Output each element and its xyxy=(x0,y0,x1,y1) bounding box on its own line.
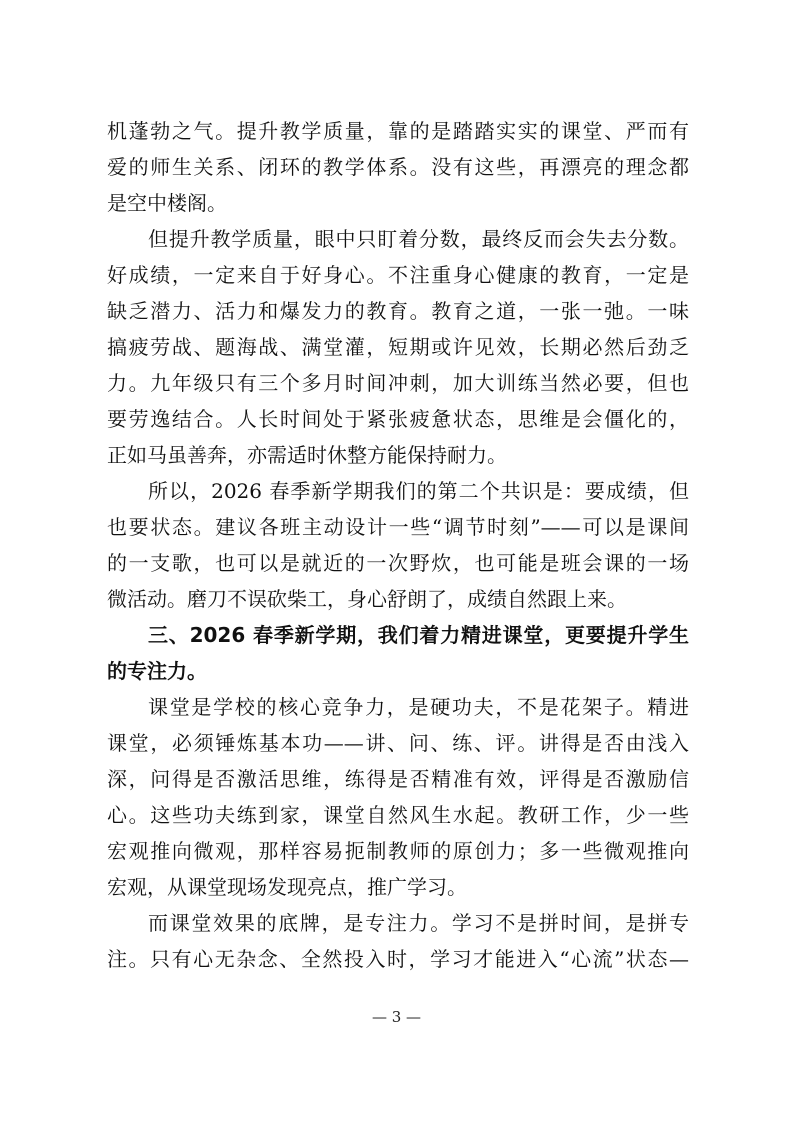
text-line: 搞疲劳战、题海战、满堂灌，短期或许见效，长期必然后劲乏 xyxy=(107,335,689,359)
text-line: 正如马虽善奔，亦需适时休整方能保持耐力。 xyxy=(107,443,507,467)
text-line: 机蓬勃之气。提升教学质量，靠的是踏踏实实的课堂、严而有 xyxy=(107,119,689,143)
text-line: 课堂是学校的核心竞争力，是硬功夫，不是花架子。精进 xyxy=(148,695,689,719)
text-line: 课堂，必须锤炼基本功——讲、问、练、评。讲得是否由浅入 xyxy=(107,731,689,755)
text-line: 缺乏潜力、活力和爆发力的教育。教育之道，一张一弛。一味 xyxy=(107,299,689,323)
section-heading-line: 的专注力。 xyxy=(107,659,207,683)
text-line: 爱的师生关系、闭环的教学体系。没有这些，再漂亮的理念都 xyxy=(107,155,689,179)
text-line: 深，问得是否激活思维，练得是否精准有效，评得是否激励信 xyxy=(107,767,689,791)
text-line: 心。这些功夫练到家，课堂自然风生水起。教研工作，少一些 xyxy=(107,803,689,827)
text-line: 力。九年级只有三个多月时间冲刺，加大训练当然必要，但也 xyxy=(107,371,689,395)
text-line: 的一支歌，也可以是就近的一次野炊，也可能是班会课的一场 xyxy=(107,551,689,575)
text-line: 也要状态。建议各班主动设计一些“调节时刻”——可以是课间 xyxy=(107,515,689,539)
text-line: 所以，2026 春季新学期我们的第二个共识是：要成绩，但 xyxy=(148,479,689,503)
text-line: 宏观推向微观，那样容易扼制教师的原创力；多一些微观推向 xyxy=(107,839,689,863)
text-line: 注。只有心无杂念、全然投入时，学习才能进入“心流”状态— xyxy=(107,947,689,971)
text-line: 宏观，从课堂现场发现亮点，推广学习。 xyxy=(107,875,467,899)
text-line: 微活动。磨刀不误砍柴工，身心舒朗了，成绩自然跟上来。 xyxy=(107,587,627,611)
text-line: 是空中楼阁。 xyxy=(107,191,227,215)
document-body xyxy=(107,113,689,977)
text-line: 要劳逸结合。人长时间处于紧张疲惫状态，思维是会僵化的， xyxy=(107,407,689,431)
text-line: 但提升教学质量，眼中只盯着分数，最终反而会失去分数。 xyxy=(148,227,689,251)
section-heading-line: 三、2026 春季新学期，我们着力精进课堂，更要提升学生 xyxy=(148,623,689,647)
text-line: 好成绩，一定来自于好身心。不注重身心健康的教育，一定是 xyxy=(107,263,689,287)
page-number: — 3 — xyxy=(371,1008,422,1026)
text-line: 而课堂效果的底牌，是专注力。学习不是拼时间，是拼专 xyxy=(148,911,689,935)
